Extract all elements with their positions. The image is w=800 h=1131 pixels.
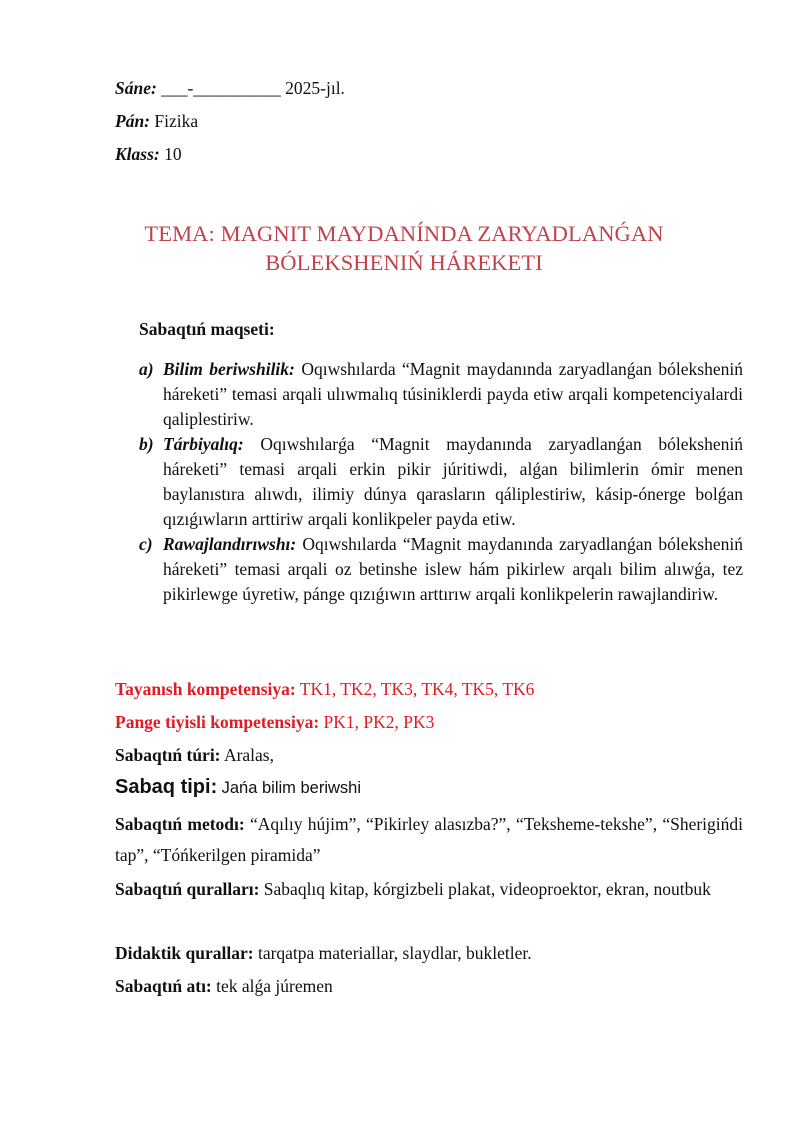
class-line [115, 143, 182, 165]
goal-marker: a) [139, 359, 154, 379]
goal-marker: b) [139, 434, 154, 454]
lesson-kind-value: Jańa bilim beriwshi [221, 779, 361, 797]
lesson-motto-label: Sabaqtıń atı: [115, 976, 212, 996]
lesson-type-label: Sabaqtıń túri: [115, 745, 221, 765]
lesson-title-line-1: TEMA: MAGNIT MAYDANÍNDA ZARYADLANǴAN [144, 221, 664, 246]
lesson-tools-label: Sabaqtıń quralları: [115, 879, 260, 899]
goal-item-development [139, 532, 743, 607]
lesson-method-paragraph [115, 809, 743, 871]
didactic-tools-value: tarqatpa materiallar, slaydlar, bukletler. [257, 943, 532, 963]
lesson-tools-value: Sabaqlıq kitap, kórgizbeli plakat, videoproektor, ekran, noutbuk [263, 879, 711, 899]
goal-text: Oqıwshılarda “Magnit maydanında zaryadlanǵan bóleksheniń háreketi” temasi arqali ulıwmalıq túsiniklerdi payda etiw arqali kompetenciyalardi qaliplestiriw. [163, 359, 743, 429]
lesson-method-value: “Aqılıy hújim”, “Pikirley alasızba?”, “Teksheme-tekshe”, “Sherigińdi tap”, “Tóńkerilgen piramida” [115, 814, 744, 865]
date-line [115, 77, 345, 99]
lesson-method-label: Sabaqtıń metodı: [115, 814, 245, 834]
goal-marker: c) [139, 534, 153, 554]
subject-competency-line [115, 711, 434, 733]
subject-competency-label: Pange tiyisli kompetensiya: [115, 712, 320, 732]
goal-label: Bilim beriwshilik: [163, 359, 295, 379]
goal-label: Tárbiyalıq: [163, 434, 244, 454]
base-competency-line [115, 678, 534, 700]
goal-item-knowledge [139, 357, 743, 432]
class-value: 10 [164, 144, 182, 164]
base-competency-label: Tayanısh kompetensiya: [115, 679, 296, 699]
lesson-tools-paragraph [115, 874, 743, 905]
subject-label: Pán: [115, 111, 150, 131]
goals-list [139, 357, 743, 607]
goal-text: Oqıwshılarda “Magnit maydanında zaryadlanǵan bóleksheniń háreketi” temasi arqali oz betinshe islew hám pikirlew arqalı bilim alıwǵa, tez pikirlewge úyretiw, pánge qızıǵıwın arttırıw arqali konlikpelerin rawajlandiriw. [163, 534, 743, 604]
subject-value: Fizika [154, 111, 199, 131]
lesson-motto-value: tek alǵa júremen [216, 976, 333, 996]
subject-competency-value: PK1, PK2, PK3 [323, 712, 435, 732]
date-label: Sáne: [115, 78, 157, 98]
lesson-type-line [115, 744, 274, 766]
goal-label: Rawajlandırıwshı: [163, 534, 297, 554]
lesson-type-value: Aralas, [223, 745, 274, 765]
lesson-title [100, 219, 708, 277]
class-label: Klass: [115, 144, 160, 164]
lesson-kind-label: Sabaq tipi: [115, 776, 218, 798]
lesson-motto-line [115, 975, 333, 997]
base-competency-value: TK1, TK2, TK3, TK4, TK5, TK6 [299, 679, 535, 699]
date-value: ___-__________ 2025-jıl. [161, 78, 345, 98]
didactic-tools-label: Didaktik qurallar: [115, 943, 254, 963]
didactic-tools-line [115, 942, 532, 964]
goals-heading: Sabaqtıń maqseti: [139, 319, 275, 339]
goal-text: Oqıwshılarǵa “Magnit maydanında zaryadlanǵan bóleksheniń háreketi” temasi arqali erkin pikir júritiwdi, alǵan bilimlerin ómir menen baylanıstıra alıwdı, ilimiy dúnya qarasların qáliplestiriw, kásip-ónerge bolǵan qızıǵıwların arttiriw arqali konlikpeler payda etiw. [163, 434, 743, 529]
subject-line [115, 110, 198, 132]
goal-item-upbringing [139, 432, 743, 532]
lesson-kind-line [115, 776, 361, 799]
lesson-title-line-2: BÓLEKSHENIŃ HÁREKETI [265, 250, 543, 275]
